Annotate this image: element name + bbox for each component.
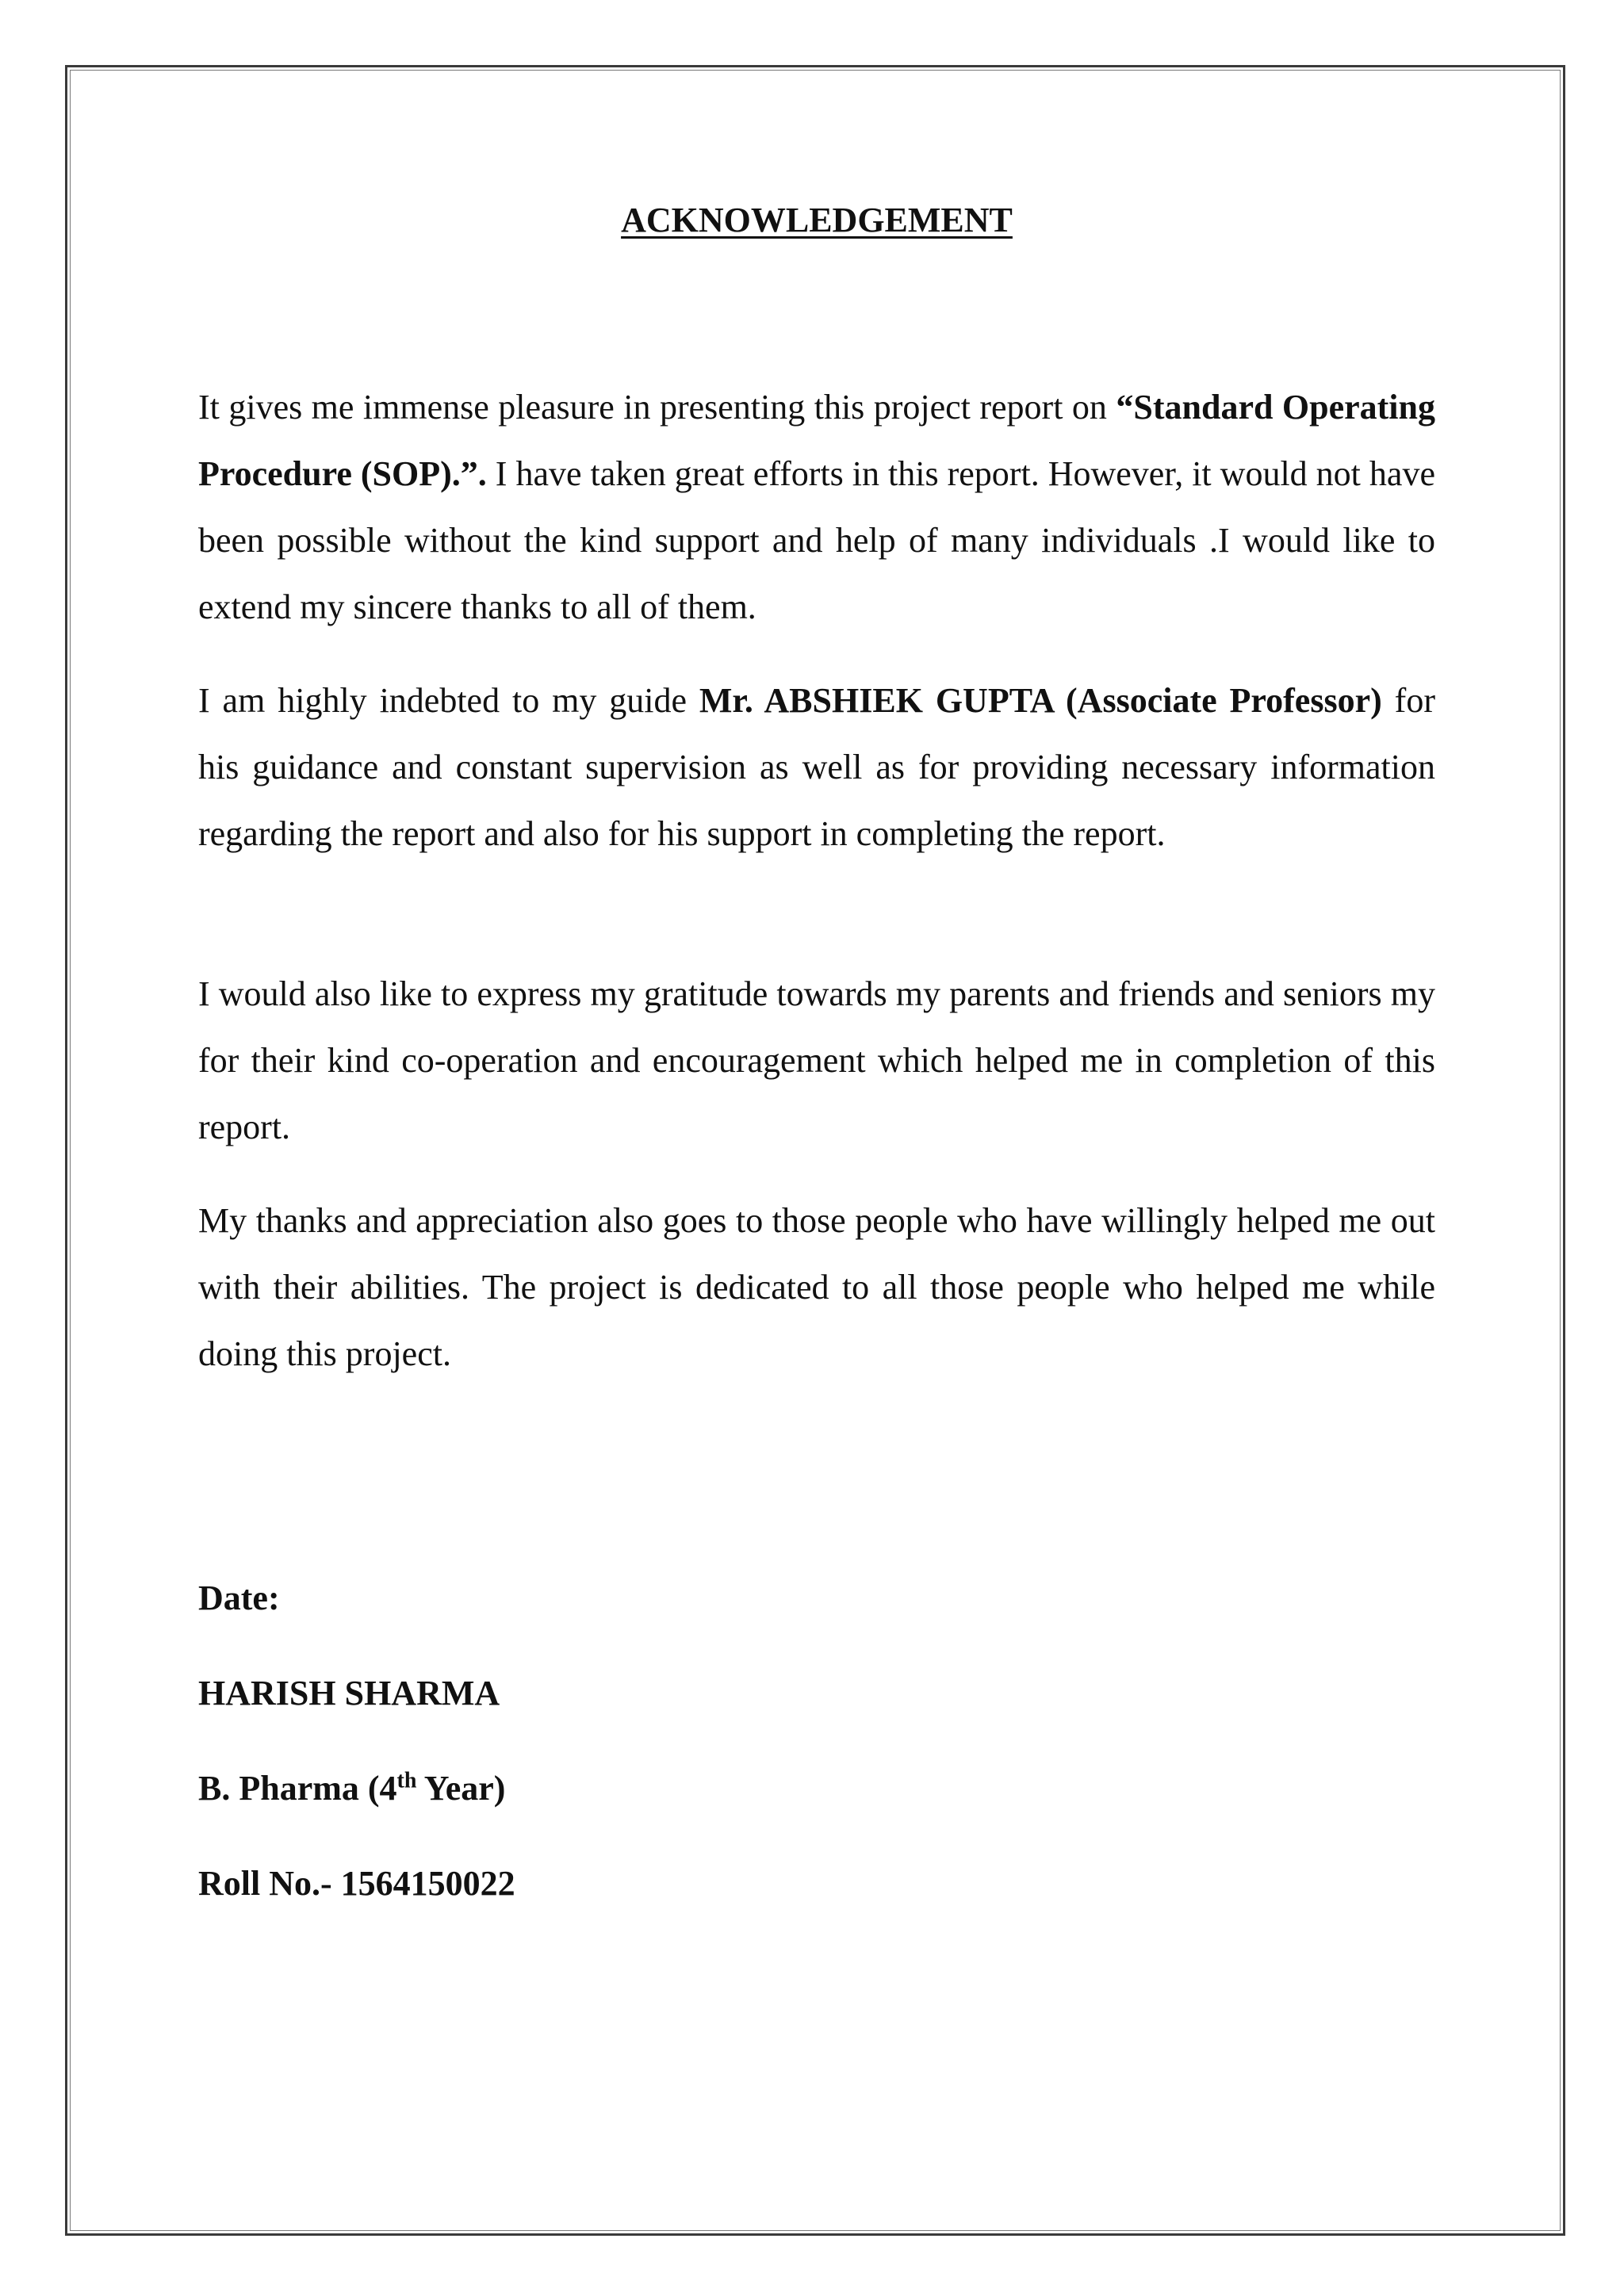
paragraph-gratitude: I would also like to express my gratitude towards my parents and friends and seniors my for their kind co-operation and encouragement which helped me in completion of this report. [198,974,1435,1146]
paragraph-intro [198,374,1435,641]
paragraph-intro-text-1: It gives me immense pleasure in presenting this project report on [198,388,1116,427]
paragraph-guide [198,668,1435,867]
signature-roll-number: Roll No.- 1564150022 [198,1864,515,1903]
signature-course-sup: th [396,1768,417,1793]
paragraph-guide-text-1: I am highly indebted to my guide [198,681,699,720]
signature-course-prefix: B. Pharma (4 [198,1769,397,1808]
page-title [198,197,1435,244]
signature-course [198,1765,505,1812]
paragraph-intro-text-2: I have taken great efforts in this report. However, it would not have been possible without the kind support and help of many individuals .I would like to extend my sincere thanks to all of them. [198,454,1435,626]
project-title-bold: “Standard Operating Procedure (SOP).”. [198,388,1436,493]
signature-course-suffix: Year) [416,1769,506,1808]
signature-name: HARISH SHARMA [198,1674,500,1712]
page-title-text: ACKNOWLEDGEMENT [621,201,1013,239]
paragraph-guide-text-2: for his guidance and constant supervision as well as for providing necessary information regarding the report and also for his support in completing the report. [198,681,1435,853]
signature-date-label: Date: [198,1578,280,1617]
guide-name-bold: Mr. ABSHIEK GUPTA (Associate Professor) [699,681,1382,720]
paragraph-thanks: My thanks and appreciation also goes to those people who have willingly helped me out with their abilities. The project is dedicated to all those people who helped me while doing this project. [198,1201,1435,1373]
